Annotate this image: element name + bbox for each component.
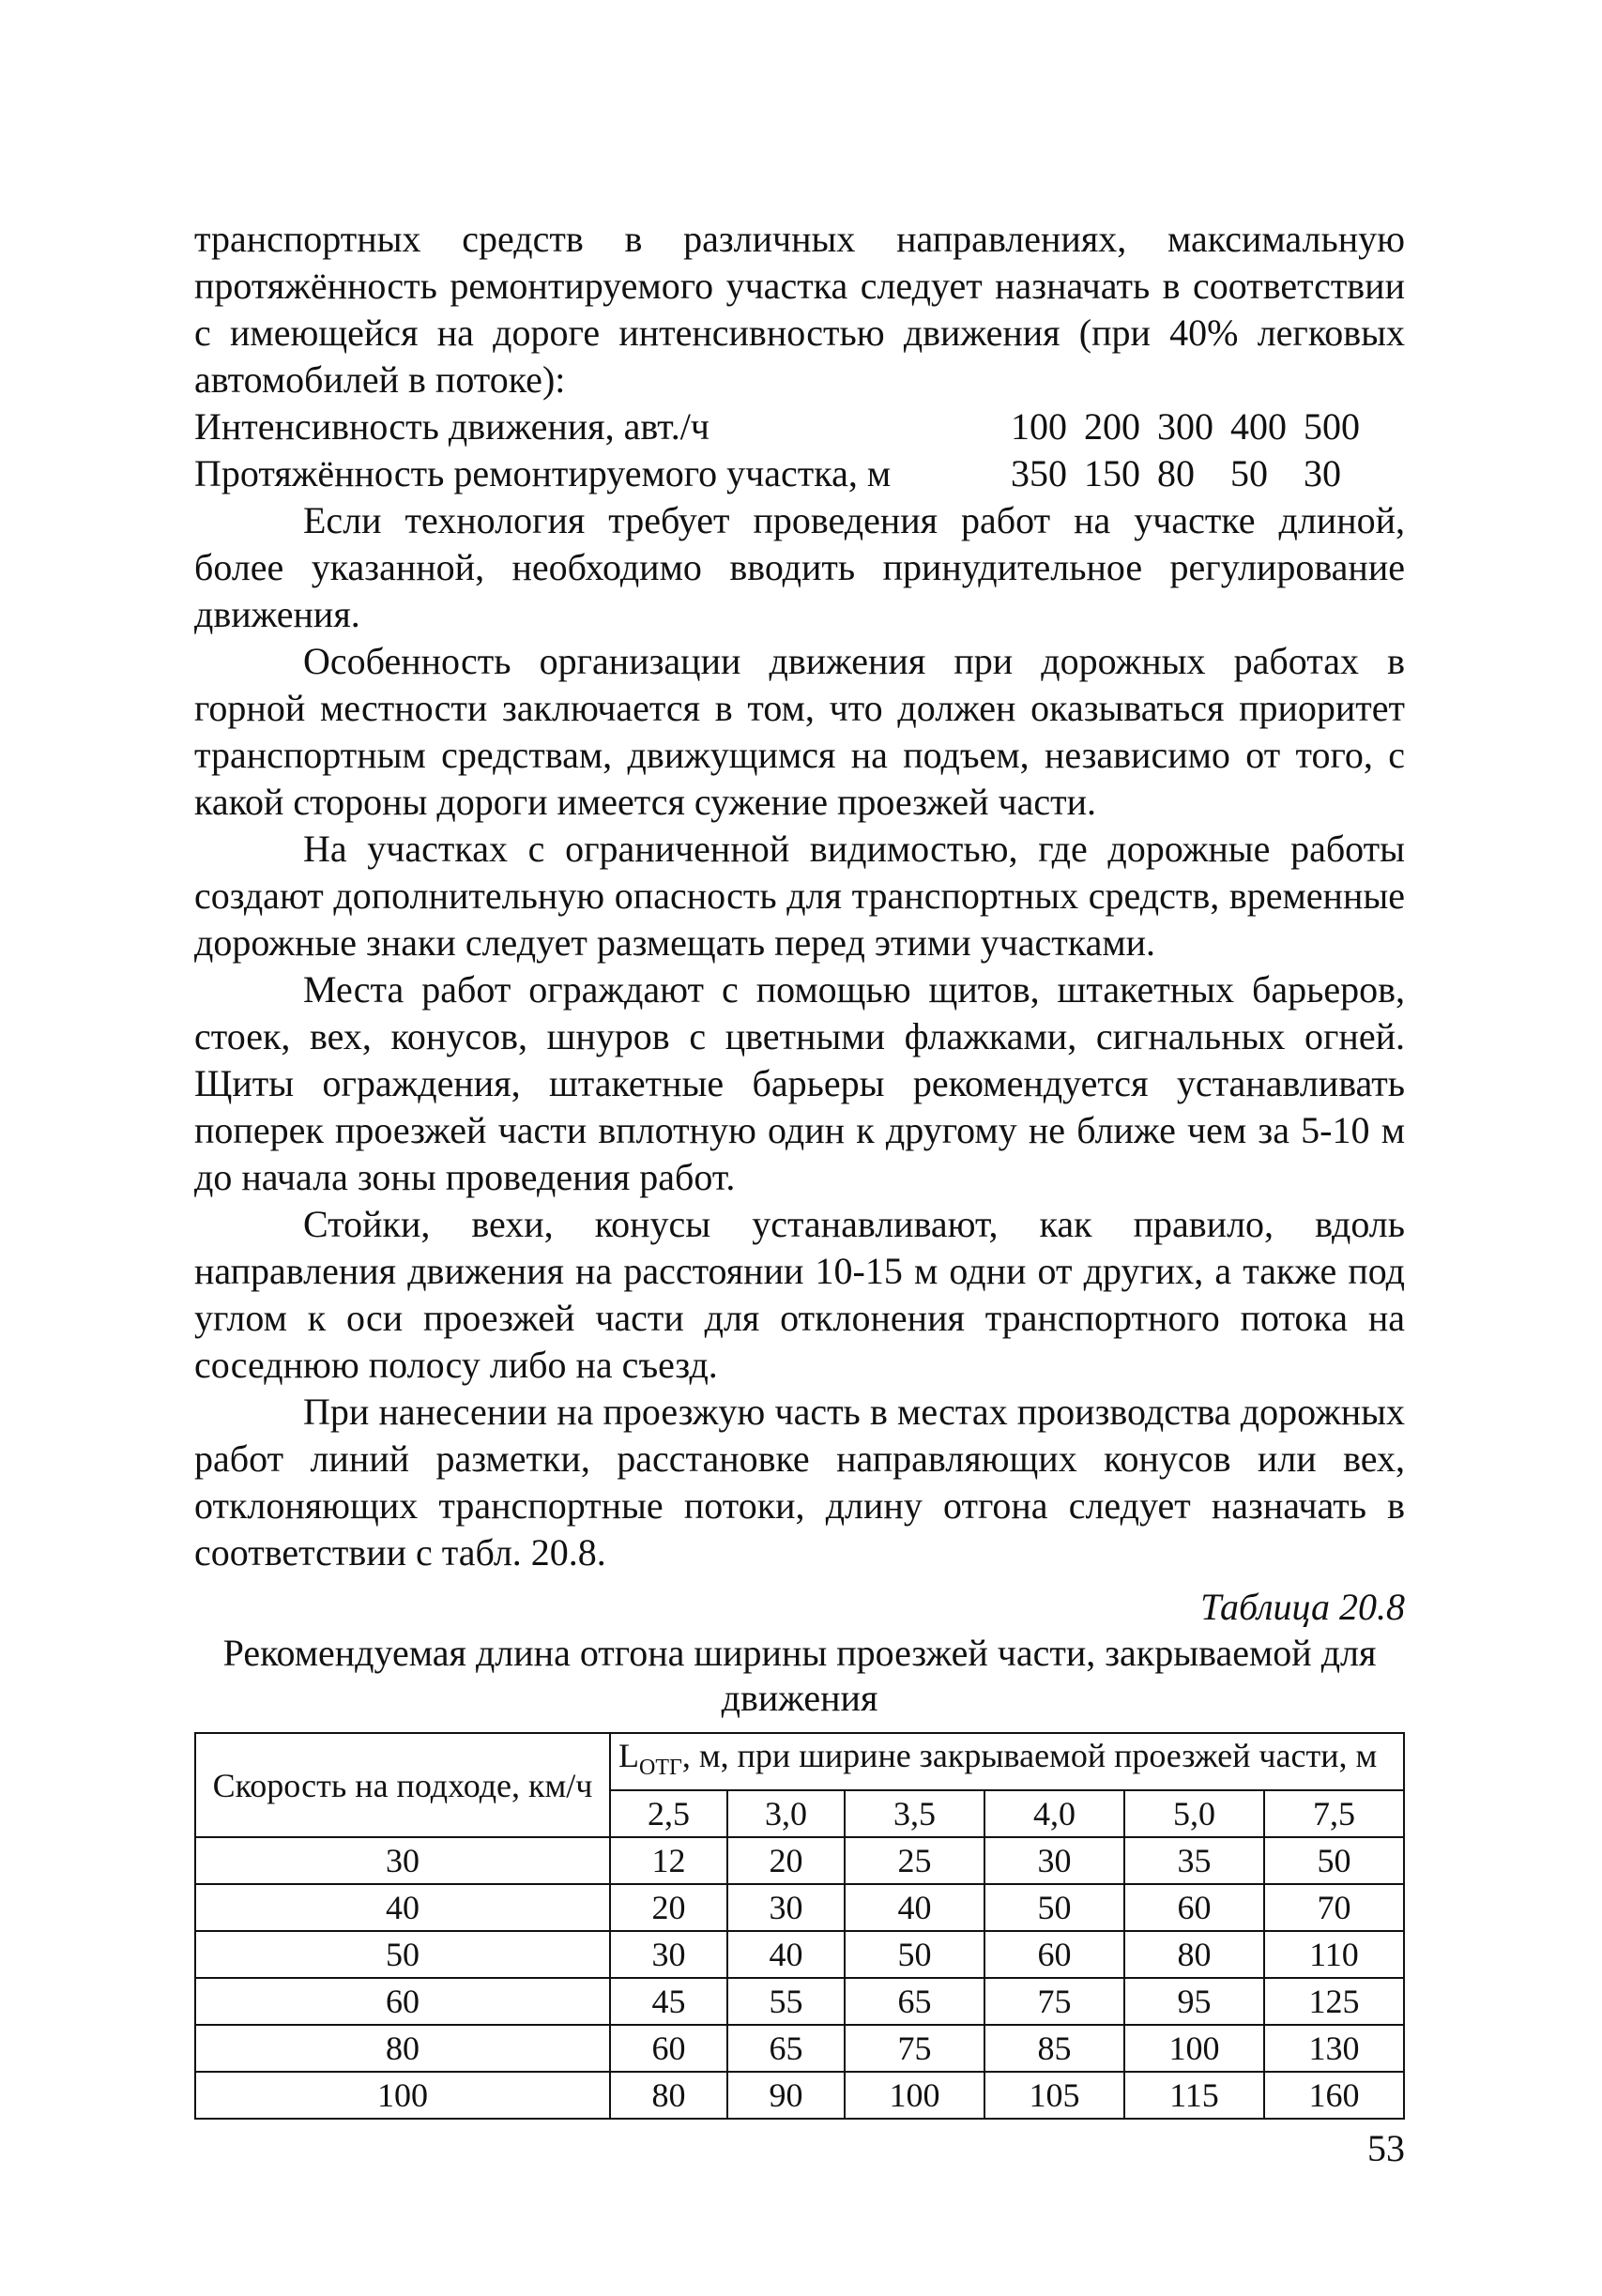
value-cell: 115: [1124, 2072, 1264, 2119]
width-header: 5,0: [1124, 1790, 1264, 1837]
width-header: 2,5: [610, 1790, 727, 1837]
paragraph-7: При нанесении на проезжую часть в местах производства дорожных работ линий разметки, расстановке направляющих конусов или вех, отклоняющих транспортные потоки, длину отгона следует назначать в соответствии с табл. 20.8.: [194, 1391, 1405, 1574]
group-header-rest: , м, при ширине закрываемой проезжей части, м: [681, 1737, 1378, 1774]
speed-cell: 60: [195, 1978, 610, 2025]
intensity-value: 400: [1230, 405, 1287, 448]
value-cell: 50: [984, 1884, 1124, 1931]
value-cell: 50: [1264, 1837, 1404, 1884]
value-cell: 55: [727, 1978, 845, 2025]
value-cell: 75: [984, 1978, 1124, 2025]
value-cell: 12: [610, 1837, 727, 1884]
value-cell: 45: [610, 1978, 727, 2025]
intensity-label: Интенсивность движения, авт./ч: [194, 405, 709, 448]
value-cell: 20: [610, 1884, 727, 1931]
width-header: 3,5: [845, 1790, 984, 1837]
value-cell: 65: [727, 2025, 845, 2072]
table-row: [195, 1837, 1404, 1884]
speed-cell: 50: [195, 1931, 610, 1978]
value-cell: 40: [845, 1884, 984, 1931]
paragraph-3: Особенность организации движения при дорожных работах в горной местности заключается в том, что должен оказываться приоритет транспортным средствам, движущимся на подъем, независимо от того, с какой стороны дороги имеется сужение проезжей части.: [194, 640, 1405, 823]
speed-header: Скорость на подходе, км/ч: [195, 1733, 610, 1837]
value-cell: 130: [1264, 2025, 1404, 2072]
paragraph-5: Места работ ограждают с помощью щитов, штакетных барьеров, стоек, вех, конусов, шнуров с цветными флажками, сигнальных огней. Щиты ограждения, штакетные барьеры рекомендуется устанавливать поперек проезжей части вплотную один к другому не ближе чем за 5-10 м до начала зоны проведения работ.: [194, 968, 1405, 1198]
paragraph-1: транспортных средств в различных направлениях, максимальную протяжённость ремонтируемого участка следует назначать в соответствии с имеющейся на дороге интенсивностью движения (при 40% легковых автомобилей в потоке):: [194, 218, 1405, 401]
table-header-row: [195, 1733, 1404, 1790]
length-values: [1011, 450, 1377, 497]
table-row: [195, 1978, 1404, 2025]
value-cell: 60: [610, 2025, 727, 2072]
speed-cell: 30: [195, 1837, 610, 1884]
value-cell: 160: [1264, 2072, 1404, 2119]
length-value: 350: [1011, 452, 1067, 494]
group-header: [610, 1733, 1404, 1790]
value-cell: 80: [610, 2072, 727, 2119]
value-cell: 50: [845, 1931, 984, 1978]
value-cell: 85: [984, 2025, 1124, 2072]
table-row: [195, 1884, 1404, 1931]
length-value: 50: [1230, 452, 1268, 494]
value-cell: 35: [1124, 1837, 1264, 1884]
table-row: [195, 1931, 1404, 1978]
paragraph-2: Если технология требует проведения работ на участке длиной, более указанной, необходимо вводить принудительное регулирование движения.: [194, 499, 1405, 635]
paragraph-4: На участках с ограниченной видимостью, где дорожные работы создают дополнительную опасность для транспортных средств, временные дорожные знаки следует размещать перед этими участками.: [194, 828, 1405, 964]
table-row: [195, 2072, 1404, 2119]
intensity-value: 500: [1304, 405, 1360, 448]
value-cell: 30: [727, 1884, 845, 1931]
page-content: [194, 216, 1405, 2178]
speed-cell: 80: [195, 2025, 610, 2072]
value-cell: 90: [727, 2072, 845, 2119]
paragraph-6: Стойки, вехи, конусы устанавливают, как правило, вдоль направления движения на расстоянии 10-15 м одни от других, а также под углом к оси проезжей части для отклонения транспортного потока на соседнюю полосу либо на съезд.: [194, 1203, 1405, 1386]
intensity-value: 100: [1011, 405, 1067, 448]
value-cell: 80: [1124, 1931, 1264, 1978]
value-cell: 20: [727, 1837, 845, 1884]
length-label: Протяжённость ремонтируемого участка, м: [194, 452, 892, 494]
table-caption: Рекомендуемая длина отгона ширины проезжей части, закрываемой для движения: [222, 1632, 1377, 1719]
value-cell: 100: [1124, 2025, 1264, 2072]
length-value: 80: [1157, 452, 1195, 494]
intensity-row: [194, 403, 1405, 450]
page-number: 53: [1367, 2127, 1405, 2170]
group-header-sub: ОТГ: [639, 1756, 682, 1781]
value-cell: 105: [984, 2072, 1124, 2119]
intensity-value: 200: [1084, 405, 1140, 448]
runout-table: [194, 1732, 1405, 2120]
value-cell: 70: [1264, 1884, 1404, 1931]
value-cell: 95: [1124, 1978, 1264, 2025]
value-cell: 125: [1264, 1978, 1404, 2025]
length-value: 30: [1304, 452, 1341, 494]
width-header: 3,0: [727, 1790, 845, 1837]
value-cell: 30: [610, 1931, 727, 1978]
width-header: 4,0: [984, 1790, 1124, 1837]
value-cell: 65: [845, 1978, 984, 2025]
value-cell: 75: [845, 2025, 984, 2072]
intensity-values: [1011, 403, 1377, 450]
value-cell: 30: [984, 1837, 1124, 1884]
value-cell: 100: [845, 2072, 984, 2119]
value-cell: 25: [845, 1837, 984, 1884]
length-row: [194, 450, 1405, 497]
value-cell: 60: [1124, 1884, 1264, 1931]
value-cell: 40: [727, 1931, 845, 1978]
speed-cell: 40: [195, 1884, 610, 1931]
group-header-main: L: [618, 1737, 639, 1774]
width-header: 7,5: [1264, 1790, 1404, 1837]
value-cell: 60: [984, 1931, 1124, 1978]
length-value: 150: [1084, 452, 1140, 494]
page-footer: [194, 2125, 1405, 2178]
speed-cell: 100: [195, 2072, 610, 2119]
table-number: Таблица 20.8: [1200, 1586, 1405, 1628]
value-cell: 110: [1264, 1931, 1404, 1978]
intensity-value: 300: [1157, 405, 1213, 448]
table-row: [195, 2025, 1404, 2072]
